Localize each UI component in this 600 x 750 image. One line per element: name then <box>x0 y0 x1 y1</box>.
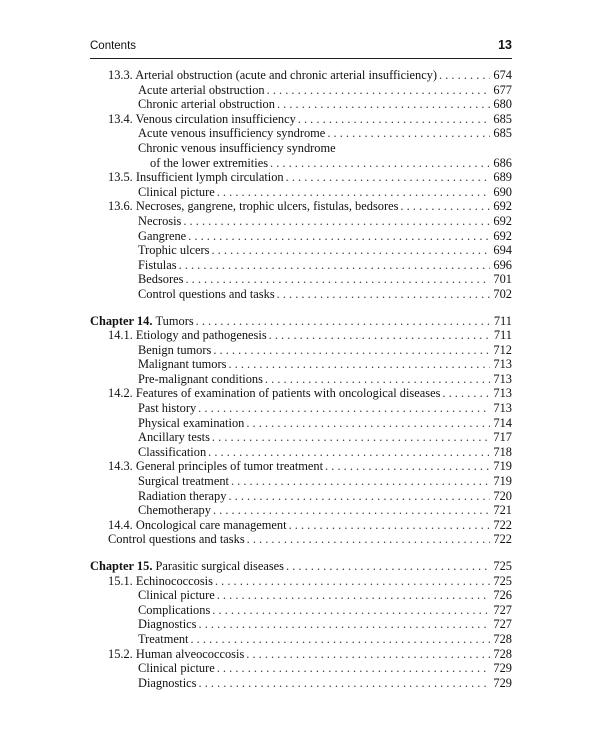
toc-entry-page: 712 <box>493 342 512 357</box>
toc-entry-page: 686 <box>493 155 512 170</box>
leader-dots <box>277 97 490 112</box>
toc-entry <box>90 632 512 647</box>
toc-entry-page: 690 <box>493 184 512 199</box>
leader-dots <box>231 474 490 489</box>
chapter-title: Tumors <box>155 313 194 328</box>
toc-entry <box>90 416 512 431</box>
toc-entry <box>90 372 512 387</box>
leader-dots <box>298 112 490 127</box>
toc-entry <box>90 532 512 547</box>
toc-chapter-heading <box>90 314 512 329</box>
leader-dots <box>289 518 490 533</box>
toc-entry-title: Control questions and tasks <box>138 286 275 301</box>
toc-entry <box>90 185 512 200</box>
leader-dots <box>183 214 490 229</box>
toc-entry <box>90 617 512 632</box>
toc-entry-title: Bedsores <box>138 272 184 287</box>
toc-entry <box>90 258 512 273</box>
toc-entry-page: 722 <box>493 532 512 547</box>
toc-entry-page: 692 <box>493 213 512 228</box>
toc-entry-title: Classification <box>138 444 207 459</box>
chapter-title: Parasitic surgical diseases <box>155 559 284 573</box>
toc-entry-title: of the lower extremities <box>150 155 269 170</box>
leader-dots <box>212 603 490 618</box>
leader-dots <box>217 661 490 676</box>
toc-entry <box>90 474 512 489</box>
toc-entry-title: Clinical picture <box>138 184 215 199</box>
leader-dots <box>228 357 490 372</box>
leader-dots <box>442 386 490 401</box>
leader-dots <box>179 258 490 273</box>
toc-entry-title: Pre-malignant conditions <box>138 371 263 386</box>
leader-dots <box>199 617 490 632</box>
toc-entry-title: Necrosis <box>138 213 182 228</box>
leader-dots <box>196 314 490 329</box>
toc-entry-title: 14.2. Features of examination of patients with oncological diseases <box>108 386 441 401</box>
toc-entry-page: 726 <box>493 588 512 603</box>
toc-entry <box>90 503 512 518</box>
leader-dots <box>270 156 490 171</box>
toc-entry <box>90 199 512 214</box>
leader-dots <box>325 459 490 474</box>
toc-entry <box>90 126 512 141</box>
toc-entry-title: Chronic arterial obstruction <box>138 97 275 112</box>
toc-entry-title: Chronic venous insufficiency syndrome <box>138 140 336 155</box>
toc-entry-page: 719 <box>493 459 512 474</box>
toc-entry-title: 13.6. Necroses, gangrene, trophic ulcers, fistulas, bedsores <box>108 199 399 214</box>
toc-entry-title: 15.2. Human alveococcosis <box>108 646 245 661</box>
toc-entry-page: 725 <box>493 559 512 573</box>
toc-entry-title: Complications <box>138 602 211 617</box>
leader-dots <box>327 126 490 141</box>
toc-entry-title: Diagnostics <box>138 675 197 690</box>
toc-entry-page: 694 <box>493 243 512 258</box>
toc-entry-page: 722 <box>493 517 512 532</box>
toc-entry <box>90 68 512 83</box>
leader-dots <box>286 170 490 185</box>
toc-entry-page: 689 <box>493 170 512 185</box>
leader-dots <box>217 185 490 200</box>
chapter-label: Chapter 15. <box>90 559 153 573</box>
leader-dots <box>269 328 490 343</box>
toc-entry-page: 729 <box>493 661 512 676</box>
toc-entry-page: 728 <box>493 646 512 661</box>
toc-entry-page: 718 <box>493 444 512 459</box>
leader-dots <box>267 83 490 98</box>
leader-dots <box>247 532 490 547</box>
leader-dots <box>208 445 490 460</box>
toc-entry-page: 692 <box>493 199 512 214</box>
toc-entry <box>90 588 512 603</box>
toc-entry-title: 14.4. Oncological care management <box>108 517 287 532</box>
leader-dots <box>286 559 490 574</box>
toc-entry-page: 713 <box>493 357 512 372</box>
toc-entry <box>90 647 512 662</box>
toc-entry-page: 711 <box>493 328 512 343</box>
toc-entry-title: Control questions and tasks <box>108 532 245 547</box>
leader-dots <box>198 401 490 416</box>
toc-entry <box>90 83 512 98</box>
toc-entry <box>90 386 512 401</box>
toc-entry <box>90 518 512 533</box>
toc-entry <box>90 401 512 416</box>
table-of-contents <box>90 68 512 690</box>
toc-entry-title: Surgical treatment <box>138 474 229 489</box>
toc-entry-title: 14.3. General principles of tumor treatment <box>108 459 324 474</box>
toc-entry-page: 713 <box>493 401 512 416</box>
running-header <box>90 38 512 59</box>
toc-entry-page: 702 <box>493 286 512 301</box>
toc-entry <box>90 328 512 343</box>
leader-dots <box>265 372 490 387</box>
toc-entry-title: 13.4. Venous circulation insufficiency <box>108 111 296 126</box>
toc-entry-title: Ancillary tests <box>138 430 210 445</box>
toc-entry <box>90 170 512 185</box>
toc-entry-page: 696 <box>493 257 512 272</box>
toc-entry-title: Past history <box>138 401 197 416</box>
toc-entry-title: Fistulas <box>138 257 177 272</box>
toc-entry-title: 13.3. Arterial obstruction (acute and chronic arterial insufficiency) <box>108 68 438 82</box>
toc-entry-title: 14.1. Etiology and pathogenesis <box>108 328 267 343</box>
toc-entry <box>90 243 512 258</box>
toc-entry <box>90 357 512 372</box>
toc-entry <box>90 489 512 504</box>
toc-entry-page: 714 <box>493 415 512 430</box>
toc-entry <box>90 430 512 445</box>
leader-dots <box>199 676 490 691</box>
leader-dots <box>215 574 490 589</box>
toc-entry-page: 677 <box>493 82 512 97</box>
toc-entry-title: Radiation therapy <box>138 488 227 503</box>
toc-entry <box>90 343 512 358</box>
toc-entry-page: 674 <box>493 68 512 82</box>
toc-entry-title: Treatment <box>138 631 189 646</box>
toc-entry <box>90 459 512 474</box>
toc-entry-title: Diagnostics <box>138 617 197 632</box>
leader-dots <box>213 343 490 358</box>
toc-entry-title: Trophic ulcers <box>138 243 210 258</box>
toc-entry <box>90 603 512 618</box>
toc-entry-title: Acute arterial obstruction <box>138 82 265 97</box>
toc-entry-page: 713 <box>493 371 512 386</box>
toc-entry <box>90 214 512 229</box>
leader-dots <box>212 430 490 445</box>
header-page-number: 13 <box>498 38 512 52</box>
toc-chapter-heading <box>90 559 512 574</box>
toc-entry-title: Gangrene <box>138 228 187 243</box>
leader-dots <box>213 503 490 518</box>
toc-entry <box>90 112 512 127</box>
toc-entry-title: 15.1. Echinococcosis <box>108 573 213 588</box>
leader-dots <box>188 229 490 244</box>
toc-entry <box>90 141 512 156</box>
leader-dots <box>190 632 490 647</box>
toc-entry-title: Chemotherapy <box>138 503 211 518</box>
toc-entry-title: Clinical picture <box>138 661 215 676</box>
leader-dots <box>211 243 490 258</box>
toc-entry-title: Clinical picture <box>138 588 215 603</box>
toc-entry <box>90 272 512 287</box>
leader-dots <box>246 647 490 662</box>
toc-entry-page: 711 <box>493 313 512 328</box>
leader-dots <box>228 489 490 504</box>
toc-entry-title: Benign tumors <box>138 342 212 357</box>
toc-entry-page: 685 <box>493 126 512 141</box>
toc-entry-page: 727 <box>493 617 512 632</box>
toc-entry-title: Acute venous insufficiency syndrome <box>138 126 326 141</box>
toc-entry <box>90 574 512 589</box>
toc-entry-page: 720 <box>493 488 512 503</box>
toc-entry-title: Physical examination <box>138 415 245 430</box>
toc-entry-page: 727 <box>493 602 512 617</box>
toc-entry-page: 717 <box>493 430 512 445</box>
toc-entry <box>90 229 512 244</box>
leader-dots <box>439 68 490 83</box>
toc-entry <box>90 287 512 302</box>
toc-entry <box>90 97 512 112</box>
toc-entry-page: 685 <box>493 111 512 126</box>
header-section-label: Contents <box>90 40 137 52</box>
toc-entry-title: 13.5. Insufficient lymph circulation <box>108 170 284 185</box>
toc-entry <box>90 445 512 460</box>
toc-entry-page: 680 <box>493 97 512 112</box>
leader-dots <box>185 272 490 287</box>
toc-entry <box>90 676 512 691</box>
toc-entry <box>90 661 512 676</box>
toc-entry-page: 701 <box>493 272 512 287</box>
leader-dots <box>217 588 490 603</box>
toc-entry <box>90 156 512 171</box>
toc-entry-page: 719 <box>493 474 512 489</box>
leader-dots <box>246 416 490 431</box>
toc-entry-page: 721 <box>493 503 512 518</box>
toc-entry-page: 729 <box>493 675 512 690</box>
toc-entry-title: Malignant tumors <box>138 357 227 372</box>
toc-entry-page: 713 <box>493 386 512 401</box>
leader-dots <box>277 287 490 302</box>
leader-dots <box>400 199 490 214</box>
toc-entry-page: 725 <box>493 573 512 588</box>
toc-entry-page: 728 <box>493 631 512 646</box>
chapter-label: Chapter 14. <box>90 313 153 328</box>
toc-entry-page: 692 <box>493 228 512 243</box>
